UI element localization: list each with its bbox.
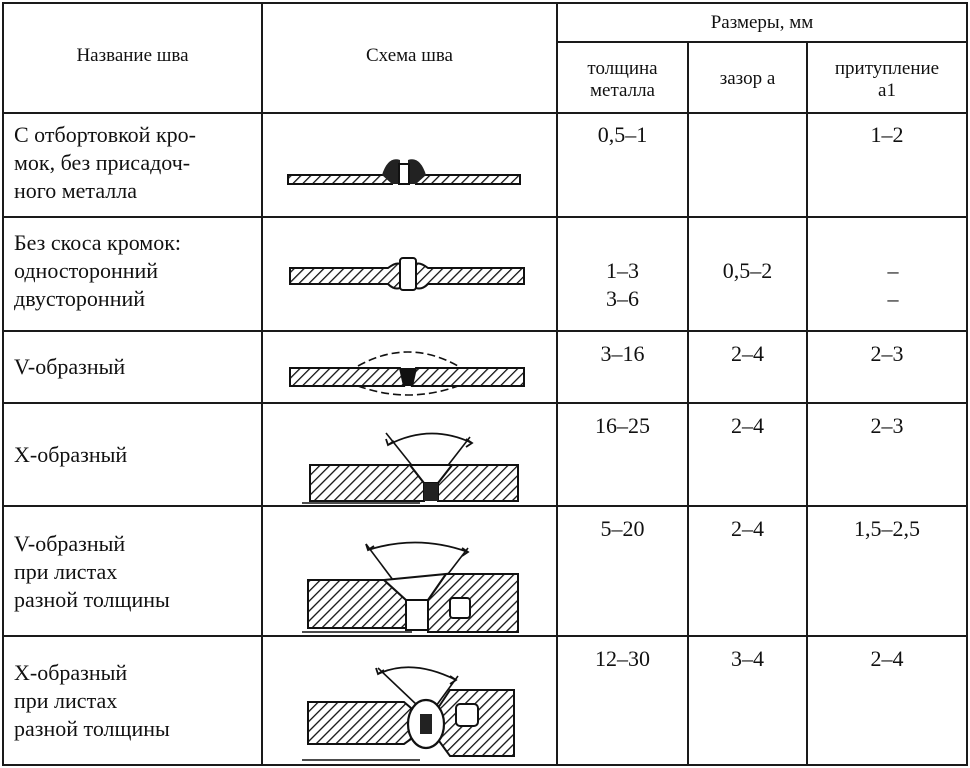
row6-name-line2: при листах — [14, 688, 118, 713]
row6-bluntness-value: 2–4 — [870, 646, 904, 671]
row5-name-line3: разной толщины — [14, 587, 170, 612]
row5-name-line1: V-образный — [14, 531, 126, 556]
row3-name — [14, 353, 125, 381]
header-sizes-group: Размеры, мм — [710, 12, 814, 33]
row2-thickness-value1: 1–3 — [606, 258, 639, 283]
row6-thickness-value: 12–30 — [595, 646, 650, 671]
header-bluntness-line2: a1 — [878, 80, 896, 101]
row2-bluntness — [808, 257, 970, 313]
row6-bluntness — [808, 645, 966, 673]
row5-name — [14, 530, 170, 614]
row1-thickness — [558, 121, 687, 149]
row5-thickness-value: 5–20 — [600, 516, 645, 541]
row4-bluntness — [808, 412, 966, 440]
row6-gap-value: 3–4 — [731, 646, 764, 671]
row5-bluntness — [808, 515, 966, 543]
row6-name-line1: X-образный — [14, 660, 128, 685]
header-thickness-line2: металла — [590, 80, 655, 101]
row4-thickness-value: 16–25 — [595, 413, 650, 438]
header-bluntness-column — [808, 58, 966, 102]
v-groove-weld-diagram-icon — [288, 340, 528, 400]
x-groove-uneven-weld-diagram-icon — [300, 660, 522, 764]
row3-thickness — [558, 340, 687, 368]
row3-name-line1: V-образный — [14, 354, 126, 379]
row2-name-line2: односторонний — [14, 258, 159, 283]
row2-thickness — [558, 257, 687, 313]
row1-name — [14, 121, 196, 205]
header-bluntness-line1: притупление — [834, 58, 940, 79]
row2-name-line3: двусторонний — [14, 286, 146, 311]
row4-name-line1: X-образный — [14, 442, 128, 467]
header-thickness-line1: толщина — [587, 58, 658, 79]
row4-thickness — [558, 412, 687, 440]
row3-thickness-value: 3–16 — [600, 341, 645, 366]
row2-name-line1: Без скоса кромок: — [14, 230, 182, 255]
row1-name-line3: ного металла — [14, 178, 137, 203]
header-name-column: Название шва — [76, 45, 189, 66]
row2-gap — [689, 257, 806, 285]
header-gap-column: зазор a — [719, 68, 776, 89]
row6-name-line3: разной толщины — [14, 716, 170, 741]
row6-thickness — [558, 645, 687, 673]
square-butt-weld-diagram-icon — [288, 254, 528, 298]
row1-bluntness-value: 1–2 — [870, 122, 904, 147]
row6-gap — [689, 645, 806, 673]
v-groove-uneven-weld-diagram-icon — [300, 540, 522, 635]
row6-name — [14, 659, 170, 743]
row1-name-line2: мок, без присадоч- — [14, 150, 191, 175]
row2-bluntness-value1: – — [887, 258, 899, 283]
row2-gap-value: 0,5–2 — [722, 258, 773, 283]
header-thickness-column — [558, 58, 687, 102]
row1-bluntness — [808, 121, 966, 149]
header-scheme-column: Схема шва — [366, 45, 453, 66]
row5-thickness — [558, 515, 687, 543]
row4-bluntness-value: 2–3 — [870, 413, 904, 438]
row3-gap — [689, 340, 806, 368]
row3-gap-value: 2–4 — [731, 341, 764, 366]
row2-name — [14, 229, 181, 313]
row5-gap — [689, 515, 806, 543]
row3-bluntness — [808, 340, 966, 368]
x-groove-weld-diagram-icon — [300, 425, 522, 505]
flanged-weld-diagram-icon — [286, 150, 522, 194]
row5-name-line2: при листах — [14, 559, 118, 584]
row4-gap — [689, 412, 806, 440]
row4-name — [14, 441, 127, 469]
row2-bluntness-value2: – — [887, 286, 899, 311]
row1-thickness-value: 0,5–1 — [597, 122, 648, 147]
row4-gap-value: 2–4 — [731, 413, 764, 438]
row1-name-line1: С отбортовкой кро- — [14, 122, 196, 147]
row5-bluntness-value: 1,5–2,5 — [854, 516, 920, 541]
row5-gap-value: 2–4 — [731, 516, 764, 541]
row2-thickness-value2: 3–6 — [606, 286, 639, 311]
row3-bluntness-value: 2–3 — [870, 341, 904, 366]
